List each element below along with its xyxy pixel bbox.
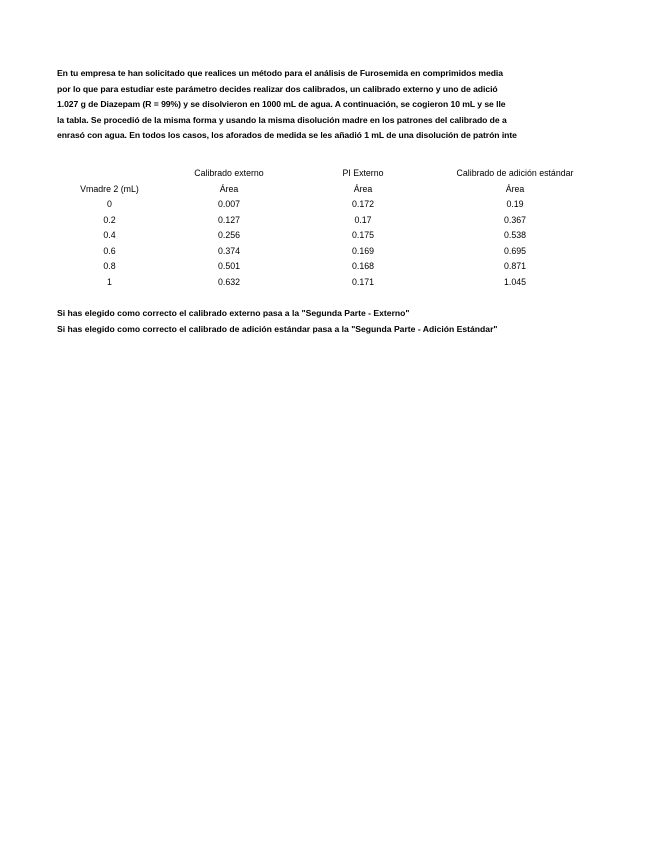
intro-line: la tabla. Se procedió de la misma forma y usando la misma disolución madre en los patrones del calibrado de a bbox=[57, 114, 507, 125]
table-cell: 0 bbox=[107, 199, 112, 209]
intro-paragraph bbox=[57, 66, 598, 144]
table-cell: 0.871 bbox=[503, 261, 526, 271]
table-row bbox=[57, 244, 598, 260]
instructions-footer bbox=[57, 306, 617, 337]
table-cell: 0.367 bbox=[503, 214, 526, 225]
table-header-area: Área bbox=[219, 183, 239, 194]
table-row bbox=[57, 197, 598, 213]
table-cell: 0.538 bbox=[503, 230, 526, 240]
table-row bbox=[57, 213, 598, 229]
table-group-header-standard-addition: Calibrado de adición estándar bbox=[456, 168, 574, 178]
table-cell: 0.175 bbox=[351, 230, 374, 240]
table-group-header-row bbox=[57, 166, 598, 182]
table-cell: 0.19 bbox=[506, 199, 524, 209]
table-cell: 0.169 bbox=[351, 245, 374, 256]
table-row bbox=[57, 275, 598, 291]
table-cell: 0.256 bbox=[217, 230, 240, 240]
instruction-standard-addition: Si has elegido como correcto el calibrado de adición estándar pasa a la "Segunda Parte - Adición Estándar" bbox=[57, 323, 498, 334]
table-cell: 0.501 bbox=[217, 261, 240, 271]
calibration-table bbox=[57, 166, 598, 290]
instruction-external: Si has elegido como correcto el calibrado externo pasa a la "Segunda Parte - Externo" bbox=[57, 308, 410, 318]
table-header-vmadre: Vmadre 2 (mL) bbox=[80, 183, 139, 194]
table-cell: 0.007 bbox=[217, 199, 240, 209]
intro-line: En tu empresa te han solicitado que realices un método para el análisis de Furosemida en comprimidos media bbox=[57, 68, 504, 78]
table-cell: 0.374 bbox=[217, 245, 240, 256]
table-cell: 0.8 bbox=[103, 261, 116, 271]
table-cell: 0.4 bbox=[103, 230, 116, 240]
table-row bbox=[57, 228, 598, 244]
intro-line: 1.027 g de Diazepam (R = 99%) y se disolvieron en 1000 mL de agua. A continuación, se cogieron 10 mL y se lle bbox=[57, 99, 506, 109]
table-sub-header-row bbox=[57, 182, 598, 198]
table-cell: 0.172 bbox=[351, 199, 374, 209]
table-cell: 1 bbox=[107, 276, 112, 287]
table-cell: 0.2 bbox=[103, 214, 116, 225]
table-cell: 0.168 bbox=[351, 261, 374, 271]
table-cell: 1.045 bbox=[503, 276, 526, 287]
table-cell: 0.171 bbox=[351, 276, 374, 287]
table-cell: 0.17 bbox=[354, 214, 372, 225]
intro-line: enrasó con agua. En todos los casos, los aforados de medida se les añadió 1 mL de una disolución de patrón inte bbox=[57, 130, 517, 140]
table-header-area: Área bbox=[505, 183, 525, 194]
table-header-area: Área bbox=[353, 183, 373, 194]
table-cell: 0.6 bbox=[103, 245, 116, 256]
table-group-header-external: Calibrado externo bbox=[194, 168, 264, 178]
table-group-header-pi: PI Externo bbox=[342, 168, 384, 178]
table-cell: 0.127 bbox=[217, 214, 240, 225]
table-row bbox=[57, 259, 598, 275]
intro-line: por lo que para estudiar este parámetro decides realizar dos calibrados, un calibrado externo y uno de adició bbox=[57, 83, 498, 94]
table-cell: 0.695 bbox=[503, 245, 526, 256]
table-cell: 0.632 bbox=[217, 276, 240, 287]
